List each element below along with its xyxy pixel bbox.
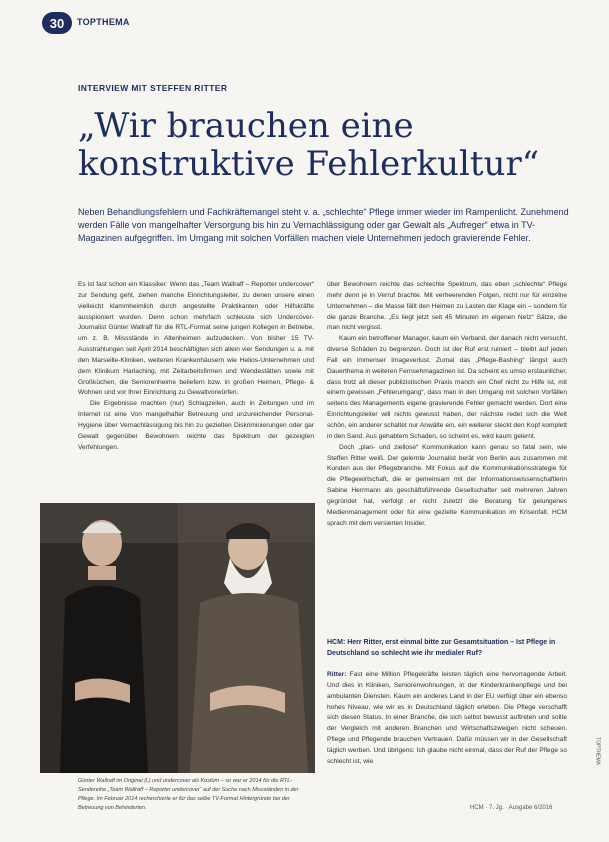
body-paragraph: über Bewohnern reichte das schlechte Spektrum, das eben „schlechte“ Pflege mehr denn je in Verruf brachte. Mit verheerenden Folgen, nicht nur für einzelne Unternehmen – die Masse fällt den Heimen zu Lasten der Klage ein – sondern für die ganze Branche. „Es liegt jetzt seit 45 Minuten im eigenen Netz“ Sätze, die man nicht vergisst.	[327, 281, 567, 332]
interview-answer	[327, 670, 567, 768]
body-column-right	[327, 280, 567, 529]
section-label: TOPTHEMA	[77, 17, 130, 27]
page-footer: HCM · 7. Jg. · Ausgabe 6/2016	[470, 805, 553, 811]
body-paragraph: Doch „plan- und ziellose“ Kommunikation kann genau so fatal sein, wie Steffen Ritter weiß. Der gelernte Journalist berät von Berlin aus zusammen mit Kunden aus der Pflegebranche. Mit Fokus auf die Kommunikationsstrategie für die Pflegewirtschaft, die er gemeinsam mit der Informationswissenschaftlerin Sabine Herrmann als geschäftsführende Gesellschafter seit mehreren Jahren gegründet hat, verfolgt er nicht zuletzt die Beratung für gelungenes Medienmanagement oder für eine gezielte Kommunikation im Krisenfall. HCM sprach mit dem versierten Insider.	[327, 443, 567, 527]
interview-photo	[40, 503, 315, 773]
body-paragraph: Es ist fast schon ein Klassiker: Wenn das „Team Wallraff – Reporter undercover“ zur Sendung geht, ziehen manche Einrichtungsleiter, zu denen unsere einen vielleicht klammheimlich durch angestellte Praktikanten oder Hilfskräfte ausspioniert wurden. Denn schon mehrfach schleuste sich Undercover-Journalist Günter Wallraff für die RTL-Format seine jungen Kollegen in Betriebe, um z. B. Missstände in Altenheimen aufzudecken. Von bisher 15 TV-Ausstrahlungen seit April 2014 beschäftigten sich allein vier Sendungen u. a. mit den Marseille-Kliniken, weiteren Krankenhäusern wie Helios-Unternehmen und dem Klinikum Harlaching, mit Zeitarbeitsfirmen und Wendestätten sowie mit Großküchen, die Seniorenheime beliefern bzw. in großen Heimen, Pflege- & Wohnen und vor Ihrer Einrichtung zu Gewaltvorwürfen.	[78, 281, 314, 397]
body-column-left	[78, 280, 314, 454]
photo-caption: Günter Wallraff im Original (l.) und undercover als Kostüm – so war er 2014 für die RTL-Sendereihe „Team Wallraff – Reporter undercover“ auf der Suche nach Missständen in der Pflege. Im Februar 2014 recherchierte er für das selbe TV-Format Hintergründe bei der Betreuung von Behinderten.	[78, 778, 299, 811]
body-paragraph: Die Ergebnisse machten (nur) Schlagzeilen, auch in Zeitungen und im Internet ist eine Von mangelhafter Betreuung und unzureichender Personal-Hygiene über Vernachlässigung bis hin zu gezielten Diskriminierungen oder gar Gewalt gegenüber Bewohnern reichte das Spektrum der gezeigten Verfehlungen.	[78, 400, 314, 451]
side-tab: TOPTHEMA	[595, 737, 601, 765]
answer-text: Fast eine Million Pflegekräfte leisten täglich eine hervorragende Arbeit. Und dies in Kliniken, Seniorenwohnungen, in der Kinderkrankenpflege und bei ambulanten Diensten. Kaum ein anderes Land in der EU verfügt über ein ebenso hohes Niveau, wie wir es in Deutschland täglich erleben. Die Pflege verschafft sich diesen Status. In einer Branche, die sich selbst bewusst auftreten und sollte der Vergleich mit anderen Branchen und Wirtschaftszweigen nicht scheuen. Pflege und Pflegende brauchen Vertrauen. Dafür müssen wir in der Gesellschaft täglich werben. Und übrigens: Ich glaube nicht einmal, dass der Ruf der Pflege so schlecht ist, wie	[327, 671, 567, 765]
body-paragraph: Kaum ein betroffener Manager, kaum ein Verband, der danach nicht versucht, diverse Schäden zu begrenzen. Doch ist der Ruf erst ruiniert – bleibt auf jeden Fall ein immenser Imageverlust. Zumal das „Pflege-Bashing“ längst auch Dauerthema in weiteren Fernsehmagazinen ist. Da scheint es umso erstaunlicher, dass trotz all dieser publizistischen Praxis manch ein Chef nicht zu Hilfe ist, mit einem gewissen „Fehlerumgang“, dass man in den Umgang mit solchen Vorfällen seitens des Managements eigene gravierende Fehler gemacht werden. Dort eine Einrichtungsleiter will nichts gewusst haben, der nächste redet sich die Welt schön, ein anderer schaltet nur Anwälte ein, ein weiterer steckt den Kopf komplett in den Sand. Aus gehabtem Schaden, so scheint es, wird kaum gelernt.	[327, 335, 567, 440]
page-number-badge: 30	[42, 12, 72, 34]
article-headline: „Wir brauchen eine konstruktive Fehlerkultur“	[78, 106, 540, 184]
answer-lead: Ritter:	[327, 671, 347, 678]
interview-question: HCM: Herr Ritter, erst einmal bitte zur Gesamtsituation – Ist Pflege in Deutschland so schlecht wie ihr medialer Ruf?	[327, 639, 556, 657]
article-intro: Neben Behandlungsfehlern und Fachkräftemangel steht v. a. „schlechte“ Pflege immer wieder im Rampenlicht. Zunehmend werden Fälle von mangelhafter Versorgung bis hin zu Vernachlässigung oder gar Gewalt als „Aufreger“ etwa in TV-Magazinen aufgegriffen. Im Umgang mit solchen Vorfällen machen viele Unternehmen jedoch gravierende Fehler.	[78, 207, 569, 244]
article-kicker: INTERVIEW MIT STEFFEN RITTER	[78, 83, 228, 93]
